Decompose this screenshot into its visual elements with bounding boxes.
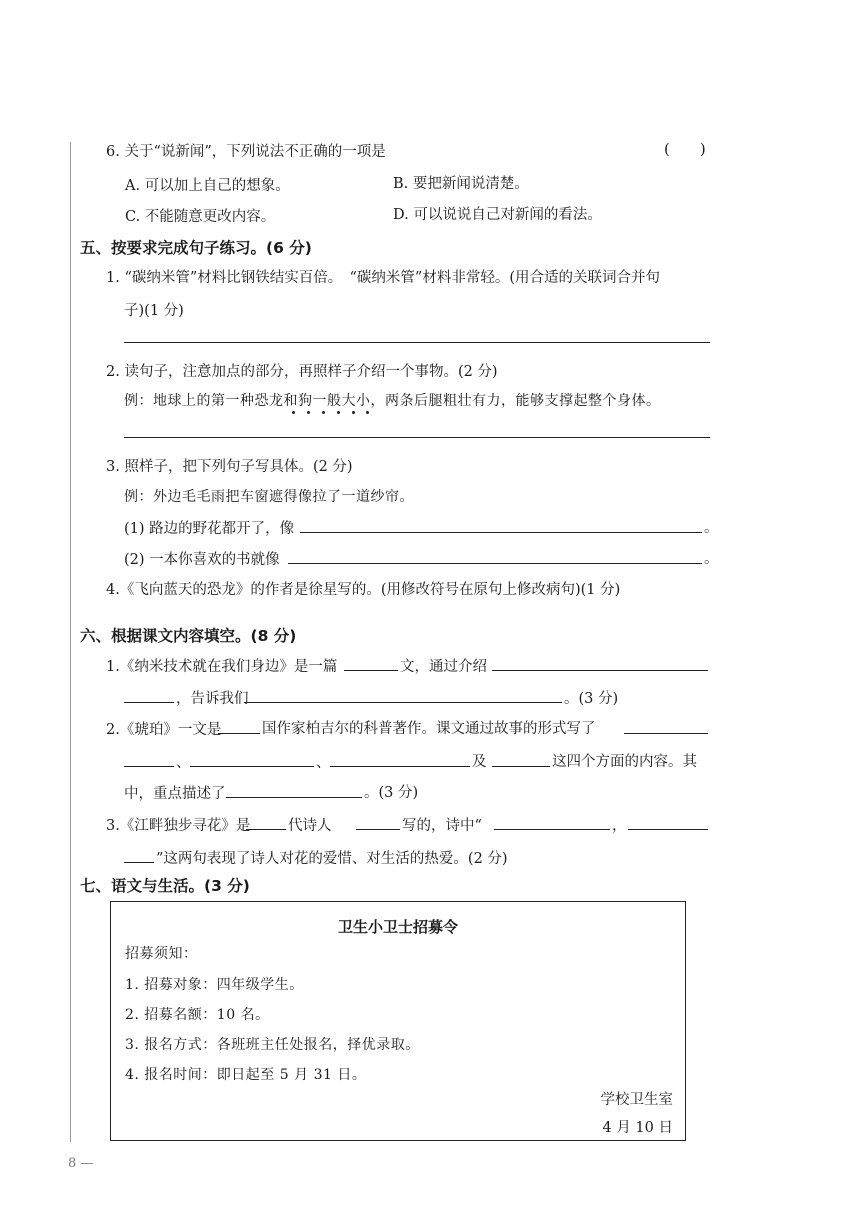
q6-answer-brackets[interactable]: ( ) xyxy=(664,140,706,158)
s6-q2-sep2: 、 xyxy=(316,755,331,771)
s6-q2-part3: 及 xyxy=(472,754,487,770)
s5-q2-prompt: 2. 读句子，注意加点的部分，再照样子介绍一个事物。(2 分) xyxy=(106,364,498,380)
s5-q3-item1-blank[interactable] xyxy=(300,532,702,533)
section6-heading: 六、根据课文内容填空。(8 分) xyxy=(80,627,297,645)
q6-option-d: D. 可以说说自己对新闻的看法。 xyxy=(393,207,602,223)
s6-q3-blank-line2[interactable] xyxy=(628,829,708,830)
section5-heading: 五、按要求完成句子练习。(6 分) xyxy=(80,239,312,257)
s5-q3-example: 例：外边毛毛雨把车窗遮得像拉了一道纱帘。 xyxy=(124,489,414,505)
s5-q1-line1: 1. “碳纳米管”材料比钢铁结实百倍。 “碳纳米管”材料非常轻。(用合适的关联词合并句 xyxy=(106,270,660,286)
page-number: 8 — xyxy=(68,1156,94,1171)
s6-q3-blank-line2-cont[interactable] xyxy=(124,862,154,863)
s6-q1-part4: 。(3 分) xyxy=(564,691,619,707)
s6-q2-blank-2[interactable] xyxy=(190,766,314,767)
s6-q2-blank-country[interactable] xyxy=(218,733,260,734)
left-margin-rule xyxy=(70,142,71,1142)
section7-heading: 七、语文与生活。(3 分) xyxy=(80,877,250,895)
s5-q3-item2: (2) 一本你喜欢的书就像 xyxy=(124,552,280,568)
s6-q2-part4: 这四个方面的内容。其 xyxy=(552,754,697,770)
s6-q2-blank-1-cont[interactable] xyxy=(124,766,174,767)
s6-q2-part5: 中，重点描述了 xyxy=(124,786,226,802)
notice-item-4: 4. 报名时间：即日起至 5 月 31 日。 xyxy=(125,1067,367,1083)
recruitment-notice-box xyxy=(110,901,686,1141)
s6-q2-part6: 。(3 分) xyxy=(364,785,419,801)
q6-stem: 6. 关于“说新闻”，下列说法不正确的一项是 xyxy=(106,144,386,160)
s6-q1-part1: 1.《纳米技术就在我们身边》是一篇 xyxy=(106,659,338,675)
s6-q1-part3: ，告诉我们 xyxy=(176,691,249,707)
s5-q1-line2: 子)(1 分) xyxy=(124,303,184,319)
notice-intro: 招募须知： xyxy=(125,946,198,962)
s6-q3-blank-dynasty[interactable] xyxy=(246,829,286,830)
s5-q1-answer-line[interactable] xyxy=(124,342,710,343)
s6-q2-sep1: 、 xyxy=(176,755,191,771)
s5-q2-answer-line[interactable] xyxy=(124,437,710,438)
notice-item-1: 1. 招募对象：四年级学生。 xyxy=(125,977,304,993)
s6-q3-part3: 写的，诗中“ xyxy=(402,818,482,834)
q6-option-c: C. 不能随意更改内容。 xyxy=(125,209,276,225)
s5-q2-example: 例：地球上的第一种恐龙和狗一般大小，两条后腿粗壮有力，能够支撑起整个身体。 xyxy=(124,393,661,409)
notice-item-3: 3. 报名方式：各班班主任处报名，择优录取。 xyxy=(125,1037,420,1053)
s6-q3-part5: ”这两句表现了诗人对花的爱惜、对生活的热爱。(2 分) xyxy=(156,851,508,867)
s5-q3-item2-blank[interactable] xyxy=(288,563,702,564)
s6-q2-blank-1[interactable] xyxy=(624,733,708,734)
notice-title: 卫生小卫士招募令 xyxy=(337,918,458,936)
s5-q3-item1-end: 。 xyxy=(704,520,719,536)
s6-q3-part4: ， xyxy=(612,818,627,834)
notice-signature: 学校卫生室 xyxy=(600,1092,673,1108)
s6-q1-blank-tell[interactable] xyxy=(244,702,562,703)
notice-item-2: 2. 招募名额：10 名。 xyxy=(125,1007,270,1023)
s6-q3-blank-line1[interactable] xyxy=(494,829,610,830)
s5-q3-item2-end: 。 xyxy=(704,551,719,567)
s6-q3-part1: 3.《江畔独步寻花》是 xyxy=(106,818,251,834)
s6-q1-blank-intro[interactable] xyxy=(492,670,708,671)
s6-q2-part1: 2.《琥珀》一文是 xyxy=(106,722,222,738)
notice-date: 4 月 10 日 xyxy=(602,1120,673,1136)
s5-q4: 4.《飞向蓝天的恐龙》的作者是徐星写的。(用修改符号在原句上修改病句)(1 分) xyxy=(106,582,621,598)
q6-option-b: B. 要把新闻说清楚。 xyxy=(393,176,529,192)
s5-q3-item1: (1) 路边的野花都开了，像 xyxy=(124,521,295,537)
q6-option-a: A. 可以加上自己的想象。 xyxy=(125,178,290,194)
s6-q1-blank-intro-cont[interactable] xyxy=(124,702,174,703)
s6-q1-blank-genre[interactable] xyxy=(344,670,398,671)
s6-q1-part2: 文，通过介绍 xyxy=(400,659,487,675)
s6-q3-blank-poet[interactable] xyxy=(356,829,400,830)
s6-q2-part2: 国作家柏吉尔的科普著作。课文通过故事的形式写了 xyxy=(262,721,596,737)
s6-q3-part2: 代诗人 xyxy=(288,818,332,834)
s6-q2-blank-3[interactable] xyxy=(330,766,470,767)
s6-q2-blank-focus[interactable] xyxy=(226,797,362,798)
s6-q2-blank-4[interactable] xyxy=(492,766,550,767)
s5-q3-prompt: 3. 照样子，把下列句子写具体。(2 分) xyxy=(106,459,353,475)
